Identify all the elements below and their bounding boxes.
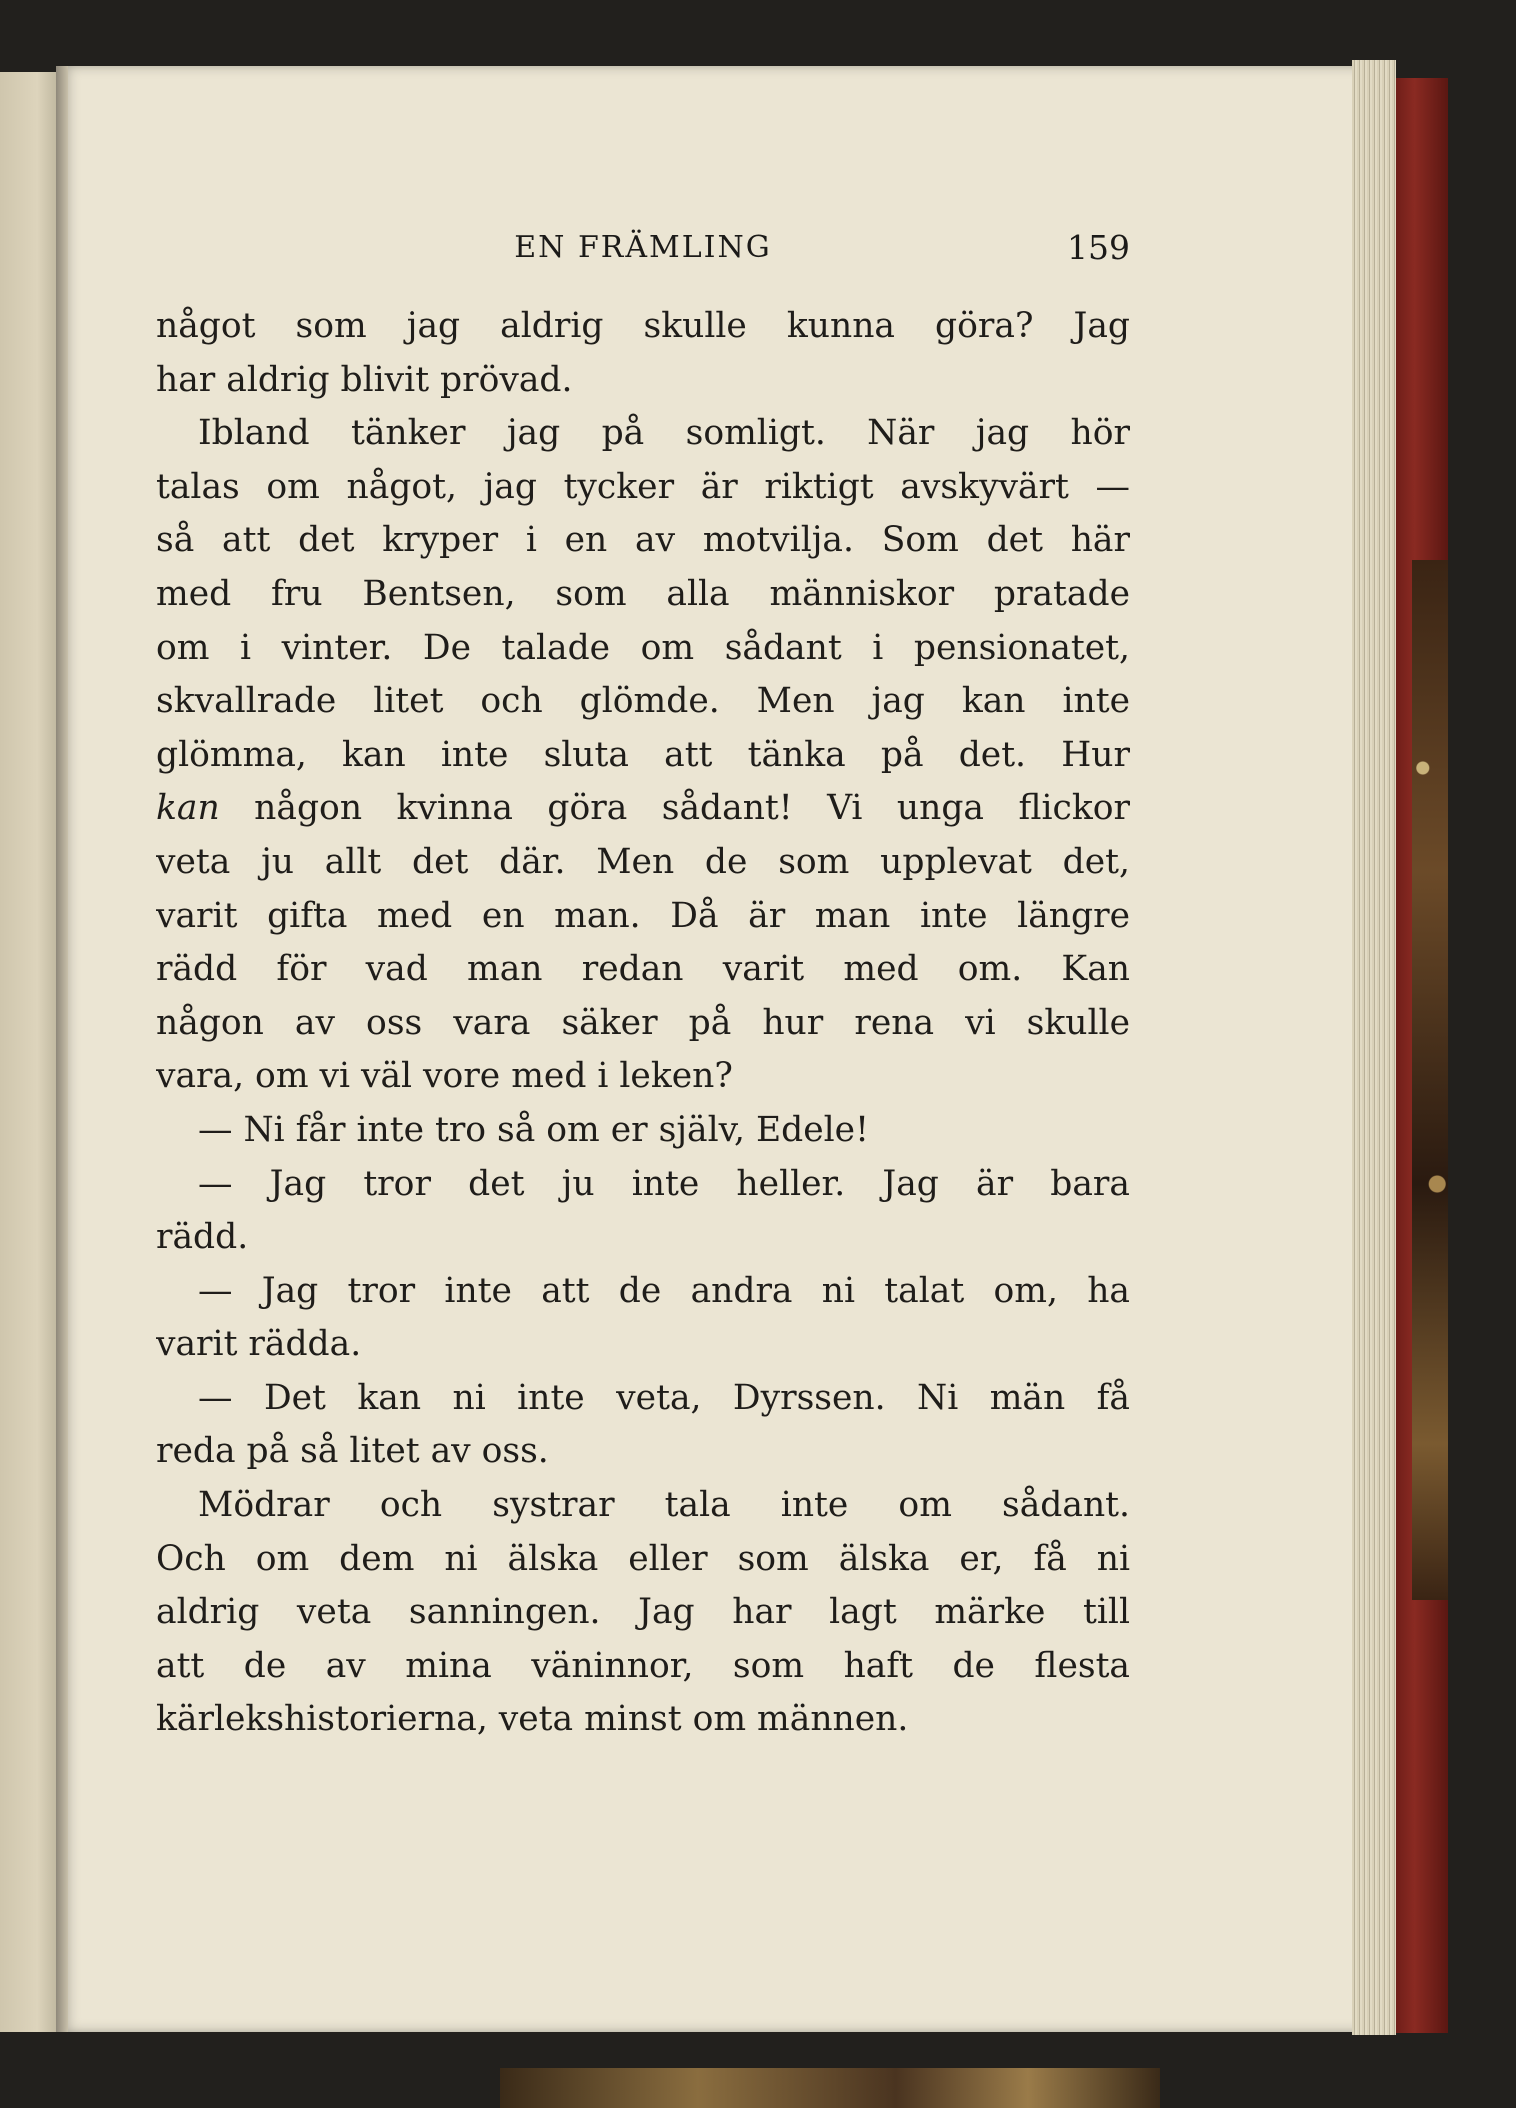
text-line: Mödrar och systrar tala inte om sådant. xyxy=(198,1485,1130,1526)
text-line: kärlekshistorierna, veta minst om männen. xyxy=(156,1699,909,1740)
running-head xyxy=(156,230,1130,274)
page-number: 159 xyxy=(1067,228,1130,267)
text-line: — Ni får inte tro så om er själv, Edele! xyxy=(198,1109,869,1150)
text-line: har aldrig blivit prövad. xyxy=(156,359,573,400)
text-line: — Jag tror det ju inte heller. Jag är bara xyxy=(198,1163,1130,1204)
text-line: att de av mina väninnor, som haft de flesta xyxy=(156,1645,1130,1686)
body-text xyxy=(156,300,1130,1747)
text-line: vara, om vi väl vore med i leken? xyxy=(156,1056,733,1097)
text-line: — Jag tror inte att de andra ni talat om, ha xyxy=(198,1270,1130,1311)
marbled-edge-bottom xyxy=(500,2068,1160,2108)
text-line: Och om dem ni älska eller som älska er, få ni xyxy=(156,1538,1130,1579)
text-line: med fru Bentsen, som alla människor pratade xyxy=(156,573,1130,614)
page-gutter xyxy=(56,66,68,2032)
italic-word: kan xyxy=(156,788,220,829)
text-line: varit gifta med en man. Då är man inte längre xyxy=(156,895,1130,936)
text-line: — Det kan ni inte veta, Dyrssen. Ni män få xyxy=(198,1377,1130,1418)
text-line: skvallrade litet och glömde. Men jag kan inte xyxy=(156,681,1130,722)
text-line-with-italic xyxy=(156,782,1130,836)
text-line: varit rädda. xyxy=(156,1324,362,1365)
marbled-endpaper xyxy=(1412,560,1448,1600)
text-line: så att det kryper i en av motvilja. Som det här xyxy=(156,520,1130,561)
text-line-rest: någon kvinna göra sådant! Vi unga flickor xyxy=(254,788,1130,829)
page-edges xyxy=(1352,60,1396,2035)
text-line: reda på så litet av oss. xyxy=(156,1431,549,1472)
chapter-title: EN FRÄMLING xyxy=(514,230,772,265)
text-line: någon av oss vara säker på hur rena vi skulle xyxy=(156,1002,1130,1043)
text-line: veta ju allt det där. Men de som upplevat det, xyxy=(156,841,1130,882)
text-line: något som jag aldrig skulle kunna göra? Jag xyxy=(156,306,1130,346)
text-line: rädd. xyxy=(156,1217,249,1258)
facing-page-edge xyxy=(0,72,62,2032)
text-line: glömma, kan inte sluta att tänka på det. Hur xyxy=(156,734,1130,775)
text-line: om i vinter. De talade om sådant i pensionatet, xyxy=(156,627,1130,668)
text-line: talas om något, jag tycker är riktigt avskyvärt — xyxy=(156,466,1130,507)
text-line: aldrig veta sanningen. Jag har lagt märke till xyxy=(156,1592,1130,1633)
text-line: rädd för vad man redan varit med om. Kan xyxy=(156,949,1130,990)
text-line: Ibland tänker jag på somligt. När jag hör xyxy=(198,413,1130,454)
